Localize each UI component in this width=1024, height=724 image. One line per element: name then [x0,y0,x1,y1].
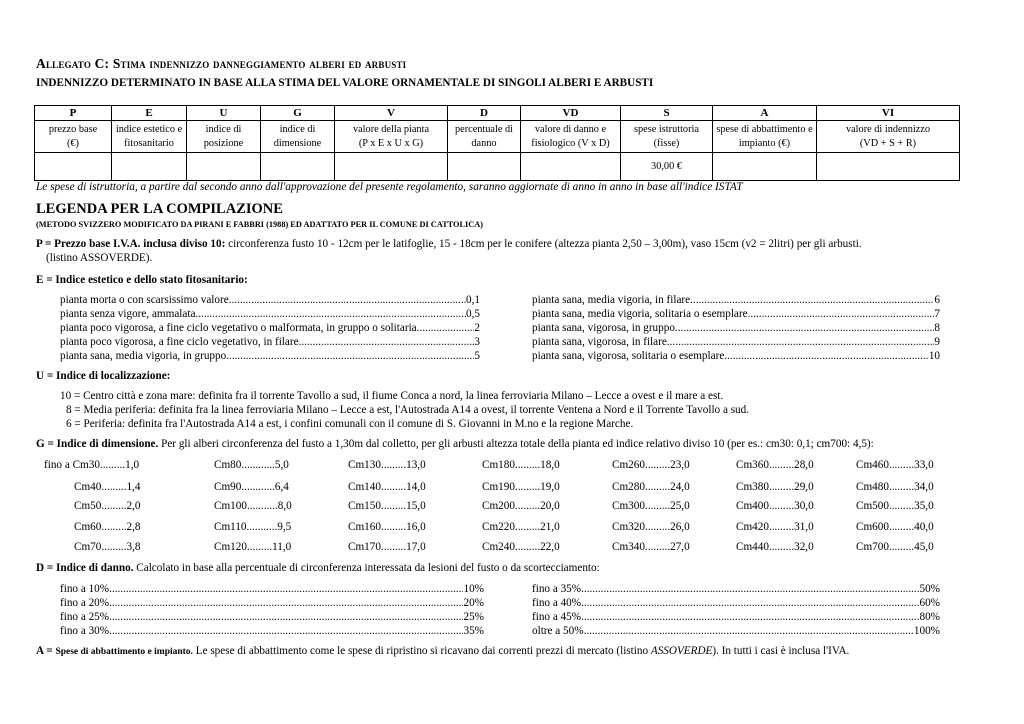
legend-list-item: fino a 10% ..... 10% [60,582,484,596]
dimension-index-cell: Cm500.........35,0 [856,500,934,512]
dimension-index-cell: Cm480.........34,0 [856,481,934,493]
dimension-index-cell: Cm190.........19,0 [482,481,560,493]
dimension-index-cell: Cm400.........30,0 [736,500,814,512]
column-code: VI [817,106,960,121]
value-cell[interactable] [187,153,261,181]
dimension-index-cell: Cm160.........16,0 [348,521,426,533]
column-description: valore della pianta (P x E x U x G) [335,121,448,153]
value-cell[interactable] [112,153,187,181]
dot-leader [109,610,463,624]
column-description: spese di abbattimento e impianto (€) [713,121,817,153]
legend-p-label: P = Prezzo base I.V.A. inclusa diviso 10: [36,238,226,250]
estimate-table [34,105,960,181]
legend-subtitle: (METODO SVIZZERO MODIFICATO DA PIRANI E FABBRI (1988) ED ADATTATO PER IL COMUNE DI CATTOLICA) [36,220,484,229]
dot-leader [226,349,474,363]
dot-leader [748,307,935,321]
dot-leader [675,321,934,335]
dimension-index-cell: fino a Cm30.........1,0 [44,459,140,471]
dot-leader [581,582,919,596]
legend-list-item: pianta sana, vigorosa, solitaria o esemplare ..... 10 [532,349,940,363]
dimension-index-cell: Cm40.........1,4 [74,481,141,493]
legend-list-item: pianta sana, media vigoria, solitaria o esemplare ..... 7 [532,307,940,321]
legend-u-item: 8 = Media periferia: definita fra la linea ferroviaria Milano – Lecce a est, l'Autostrada A14 a ovest, il torrente Ventena a Nord e il Torrente Tavollo a sud. [66,404,750,416]
dot-leader [109,596,463,610]
dot-leader [724,349,929,363]
legend-list-item: oltre a 50% ..... 100% [532,624,940,638]
dimension-index-cell: Cm220.........21,0 [482,521,560,533]
dimension-index-cell: Cm240.........22,0 [482,541,560,553]
dot-leader [229,293,466,307]
value-cell[interactable] [713,153,817,181]
dimension-index-cell: Cm320.........26,0 [612,521,690,533]
legend-u-item: 10 = Centro città e zona mare: definita fra il torrente Tavollo a sud, il fiume Conca a nord, la linea ferroviaria Milano – Lecce a ovest e il mare a est. [60,390,724,402]
dot-leader [299,335,475,349]
dimension-index-cell: Cm600.........40,0 [856,521,934,533]
column-code: D [448,106,521,121]
column-description: percentuale di danno [448,121,521,153]
dimension-index-cell: Cm90............6,4 [214,481,289,493]
legend-g [36,437,961,451]
dot-leader [109,582,463,596]
column-code: E [112,106,187,121]
legend-g-label: G = Indice di dimensione. [36,438,159,450]
dimension-index-cell: Cm280.........24,0 [612,481,690,493]
dimension-index-cell: Cm50.........2,0 [74,500,141,512]
value-cell[interactable] [261,153,335,181]
dimension-index-cell: Cm120.........11,0 [214,541,292,553]
dimension-index-cell: Cm110...........9,5 [214,521,292,533]
legend-list-item: pianta poco vigorosa, a fine ciclo vegetativo o malformata, in gruppo o solitaria ..... 2 [60,321,480,335]
dimension-index-cell: Cm200.........20,0 [482,500,560,512]
legend-list-item: fino a 45% ..... 80% [532,610,940,624]
legend-d-text: Calcolato in base alla percentuale di circonferenza interessata da lesioni del fusto o da scortecciamento: [133,562,600,574]
legend-title: LEGENDA PER LA COMPILAZIONE [36,201,283,217]
legend-list-item: fino a 40% ..... 60% [532,596,940,610]
dimension-index-cell: Cm180.........18,0 [482,459,560,471]
column-code: S [621,106,713,121]
legend-p-text: circonferenza fusto 10 - 12cm per le latifoglie, 15 - 18cm per le conifere (altezza pianta 2,50 – 3,00m), vaso 15cm (v2 = 2litri) per gli arbusti. [225,238,862,250]
dimension-index-cell: Cm300.........25,0 [612,500,690,512]
legend-p [36,237,961,265]
column-description: indice di posizione [187,121,261,153]
legend-u-item: 6 = Periferia: definita fra l'Autostrada A14 a est, i confini comunali con il comune di S. Giovanni in M.no e la regione Marche. [66,418,634,430]
legend-list-item: pianta senza vigore, ammalata ..... 0,5 [60,307,480,321]
dimension-index-cell: Cm170.........17,0 [348,541,426,553]
value-cell[interactable] [335,153,448,181]
legend-list-item: fino a 20% ..... 20% [60,596,484,610]
dimension-index-cell: Cm360.........28,0 [736,459,814,471]
legend-u-title: U = Indice di localizzazione: [36,370,171,382]
dimension-index-cell: Cm700.........45,0 [856,541,934,553]
istat-note: Le spese di istruttoria, a partire dal secondo anno dall'approvazione del presente regolamento, saranno aggiornate di anno in anno in base all'indice ISTAT [36,181,743,193]
dimension-index-cell: Cm70.........3,8 [74,541,141,553]
value-cell[interactable] [521,153,621,181]
legend-d-left [60,582,484,638]
dimension-index-cell: Cm260.........23,0 [612,459,690,471]
legend-g-text: Per gli alberi circonferenza del fusto a 1,30m dal colletto, per gli arbusti altezza totale della pianta ed indice relativo diviso 10 (per es.: cm30: 0,1; cm700: 4,5): [158,438,874,450]
dot-leader [195,307,466,321]
value-cell[interactable] [817,153,960,181]
page-subtitle: INDENNIZZO DETERMINATO IN BASE ALLA STIMA DEL VALORE ORNAMENTALE DI SINGOLI ALBERI E ARBUSTI [36,77,654,89]
legend-d [36,561,961,575]
column-description: spese istruttoria (fisse) [621,121,713,153]
dot-leader [581,610,919,624]
legend-e-right [532,293,940,363]
legend-list-item: pianta sana, media vigoria, in filare ..... 6 [532,293,940,307]
dimension-index-cell: Cm460.........33,0 [856,459,934,471]
legend-p-text2: (listino ASSOVERDE). [46,252,153,264]
dimension-index-cell: Cm420.........31,0 [736,521,814,533]
legend-e-title: E = Indice estetico e dello stato fitosanitario: [36,274,248,286]
dot-leader [417,321,475,335]
dimension-index-cell: Cm80............5,0 [214,459,289,471]
legend-list-item: pianta sana, vigorosa, in filare ..... 9 [532,335,940,349]
legend-list-item: fino a 30% ..... 35% [60,624,484,638]
page-title: Allegato C: Stima indennizzo danneggiamento alberi ed arbusti [36,56,407,71]
column-description: valore di indennizzo (VD + S + R) [817,121,960,153]
dimension-index-cell: Cm150.........15,0 [348,500,426,512]
legend-d-label: D = Indice di danno. [36,562,134,574]
legend-list-item: pianta sana, vigorosa, in gruppo ..... 8 [532,321,940,335]
legend-a: A = Spese di abbattimento e impianto. Le spese di abbattimento come le spese di ripristino si ricavano dai correnti prezzi di mercato (listino ASSOVERDE). In tutti i casi è inclusa l'IVA. [36,645,850,657]
dimension-index-cell: Cm60.........2,8 [74,521,141,533]
column-description: indice di dimensione [261,121,335,153]
value-cell[interactable] [35,153,112,181]
column-code: A [713,106,817,121]
dot-leader [667,335,935,349]
column-code: U [187,106,261,121]
legend-a-label: A = [36,645,56,657]
legend-d-right [532,582,940,638]
legend-a-title: Spese di abbattimento e impianto. [55,647,193,657]
dimension-index-cell: Cm380.........29,0 [736,481,814,493]
legend-list-item: fino a 25% ..... 25% [60,610,484,624]
column-code: P [35,106,112,121]
value-cell[interactable]: 30,00 € [621,153,713,181]
dimension-index-cell: Cm100...........8,0 [214,500,292,512]
dot-leader [690,293,934,307]
dot-leader [109,624,463,638]
dot-leader [584,624,914,638]
column-description: prezzo base (€) [35,121,112,153]
dimension-index-cell: Cm340.........27,0 [612,541,690,553]
legend-list-item: pianta sana, media vigoria, in gruppo ..... 5 [60,349,480,363]
dimension-index-cell: Cm440.........32,0 [736,541,814,553]
dimension-index-cell: Cm130.........13,0 [348,459,426,471]
legend-list-item: fino a 35% ..... 50% [532,582,940,596]
column-code: VD [521,106,621,121]
dimension-index-cell: Cm140.........14,0 [348,481,426,493]
legend-list-item: pianta poco vigorosa, a fine ciclo vegetativo, in filare ..... 3 [60,335,480,349]
column-description: valore di danno e fisiologico (V x D) [521,121,621,153]
value-cell[interactable] [448,153,521,181]
column-code: G [261,106,335,121]
legend-e-left [60,293,480,363]
column-description: indice estetico e fitosanitario [112,121,187,153]
dot-leader [581,596,919,610]
column-code: V [335,106,448,121]
legend-list-item: pianta morta o con scarsissimo valore ..... 0,1 [60,293,480,307]
